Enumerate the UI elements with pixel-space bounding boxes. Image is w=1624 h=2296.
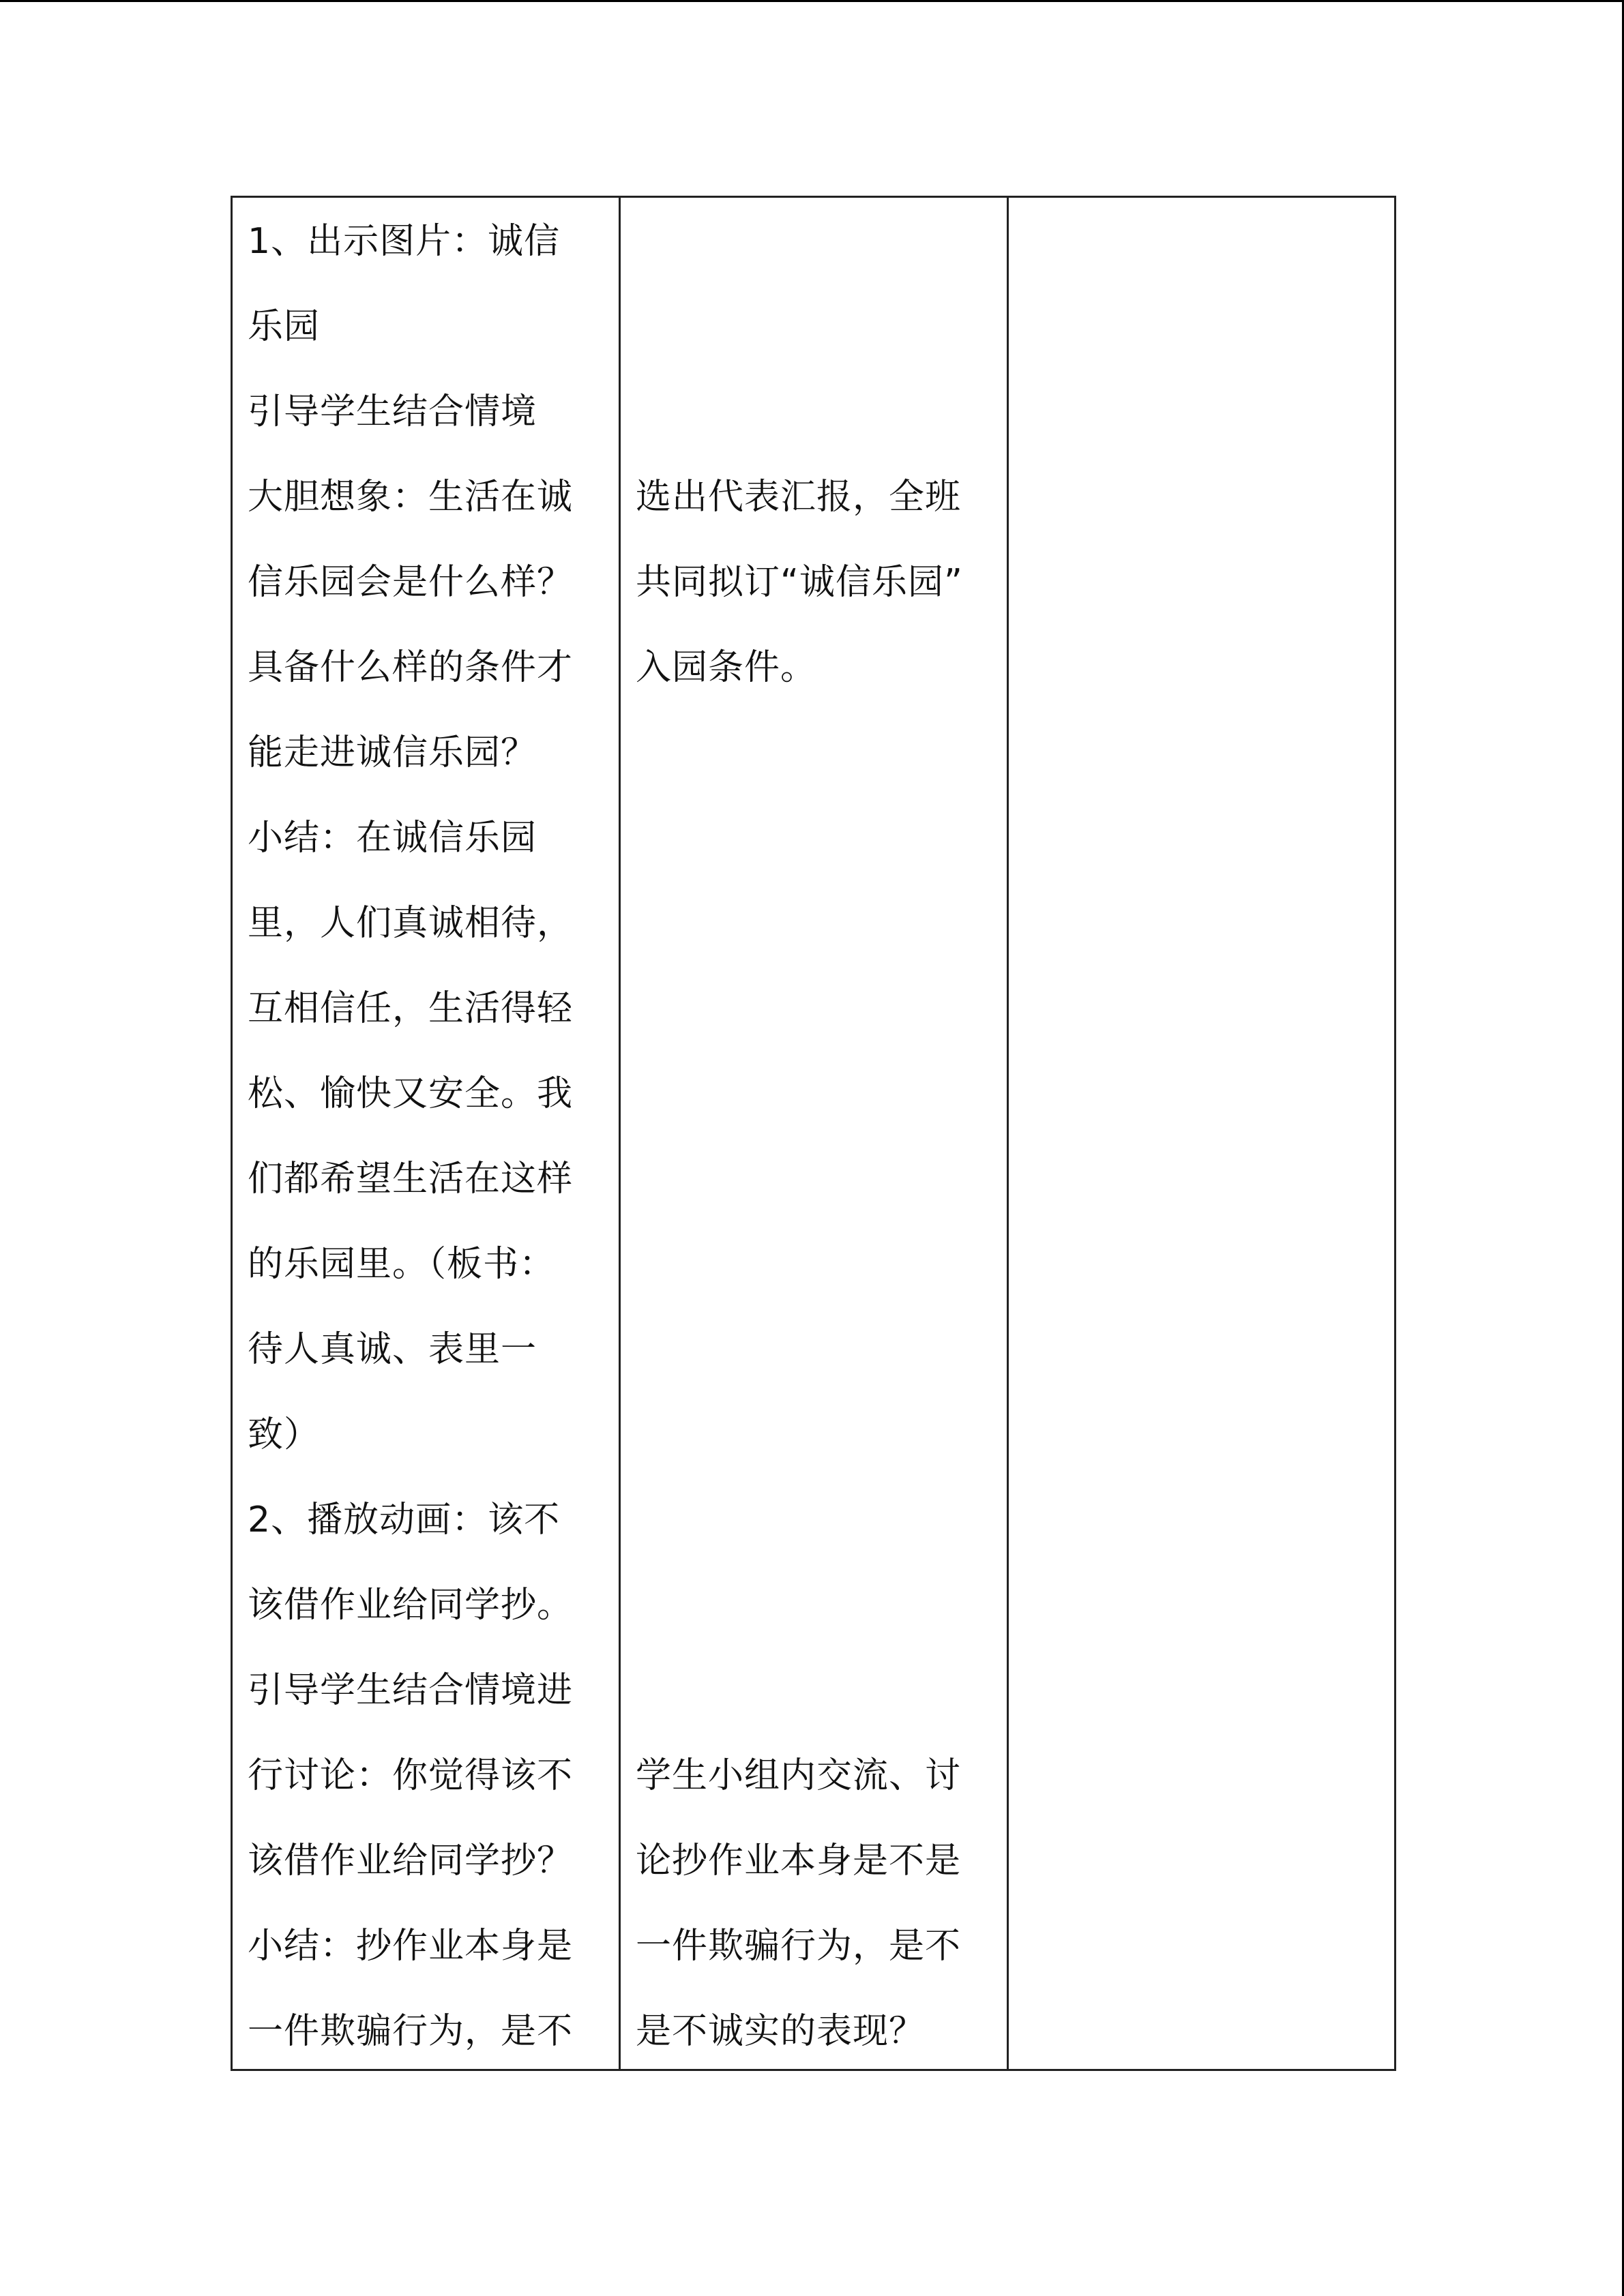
teacher-activity-line: 大胆想象：生活在诚 xyxy=(248,477,574,518)
teacher-activity-line: 信乐园会是什么样？ xyxy=(248,562,574,603)
teacher-activity-line: 1、出示图片：诚信 xyxy=(248,221,561,262)
table-row xyxy=(232,197,1396,2070)
teacher-activity-line: 们都希望生活在这样 xyxy=(248,1159,574,1199)
teacher-activity-line: 2、播放动画：该不 xyxy=(248,1500,561,1540)
student-activity-cell xyxy=(620,197,1008,2070)
teacher-activity-text xyxy=(233,198,619,2069)
student-activity-text xyxy=(621,198,1007,2069)
student-activity-line: 入园条件。 xyxy=(636,647,817,688)
teacher-activity-line: 里，人们真诚相待， xyxy=(248,903,574,944)
teacher-activity-cell xyxy=(232,197,620,2070)
teacher-activity-line: 乐园 xyxy=(248,306,321,347)
teacher-activity-line: 小结：抄作业本身是 xyxy=(248,1926,574,1967)
teacher-activity-line: 该借作业给同学抄。 xyxy=(248,1585,574,1626)
teacher-activity-line: 致） xyxy=(248,1414,321,1455)
teacher-activity-line: 该借作业给同学抄？ xyxy=(248,1840,574,1881)
student-activity-line: 一件欺骗行为，是不 xyxy=(636,1926,962,1967)
teacher-activity-line: 引导学生结合情境 xyxy=(248,391,537,432)
page-top-border xyxy=(0,0,1624,2)
student-activity-line: 学生小组内交流、讨 xyxy=(636,1755,962,1796)
notes-cell xyxy=(1008,197,1396,2070)
teacher-activity-line: 一件欺骗行为，是不 xyxy=(248,2011,574,2052)
student-activity-line: 共同拟订“诚信乐园” xyxy=(636,562,963,603)
lesson-plan-table xyxy=(231,196,1396,2071)
student-activity-line: 论抄作业本身是不是 xyxy=(636,1840,962,1881)
student-activity-line: 选出代表汇报，全班 xyxy=(636,477,962,518)
teacher-activity-line: 引导学生结合情境进 xyxy=(248,1670,574,1711)
teacher-activity-line: 互相信任，生活得轻 xyxy=(248,988,574,1029)
teacher-activity-line: 小结：在诚信乐园 xyxy=(248,818,537,859)
notes-text xyxy=(1009,198,1394,2069)
teacher-activity-line: 行讨论：你觉得该不 xyxy=(248,1755,574,1796)
teacher-activity-line: 能走进诚信乐园？ xyxy=(248,732,537,773)
teacher-activity-line: 待人真诚、表里一 xyxy=(248,1329,537,1370)
teacher-activity-line: 具备什么样的条件才 xyxy=(248,647,574,688)
teacher-activity-line: 松、愉快又安全。我 xyxy=(248,1073,574,1114)
teacher-activity-line: 的乐园里。（板书： xyxy=(248,1244,556,1285)
student-activity-line: 是不诚实的表现？ xyxy=(636,2011,926,2052)
